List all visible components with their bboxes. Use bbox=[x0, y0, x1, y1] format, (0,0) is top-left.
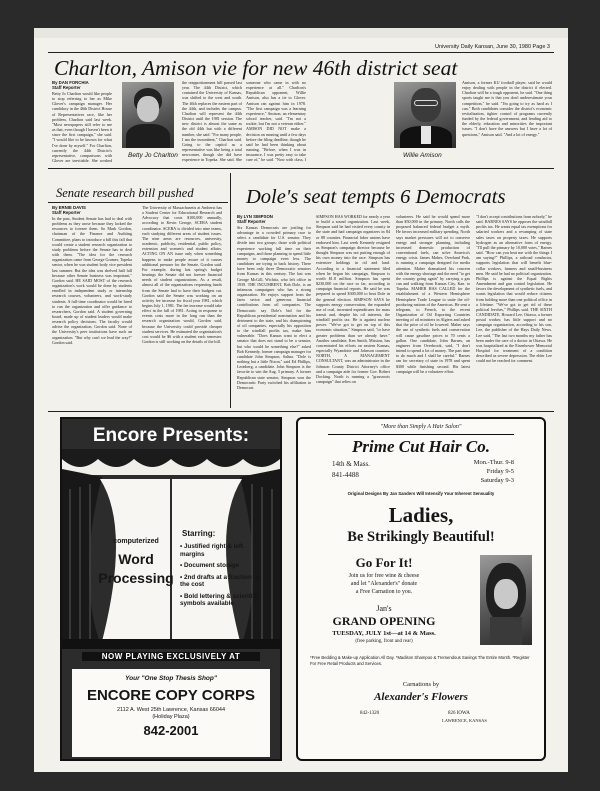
amison-photo bbox=[394, 82, 456, 148]
encore-bullet-item bbox=[180, 543, 266, 558]
primecut-jans: Jan's bbox=[376, 604, 392, 613]
primecut-ladies: Ladies, bbox=[388, 503, 454, 527]
encore-bullet-text: Bold lettering & scientific symbols available bbox=[180, 592, 260, 607]
encore-computerized: computerized bbox=[113, 538, 159, 545]
newspaper-page bbox=[34, 28, 568, 772]
primecut-name: Prime Cut Hair Co. bbox=[352, 437, 490, 456]
primecut-rule bbox=[328, 434, 514, 435]
story2-headline: Senate research bill pushed bbox=[56, 186, 194, 200]
encore-bullet-list bbox=[180, 543, 266, 612]
primecut-dates: TUESDAY, JULY 1st—at 14 & Mass. bbox=[332, 630, 436, 637]
encore-tagline: Your "One Stop Thesis Shop" bbox=[125, 675, 217, 682]
story3-column-1: Six Kansas Democrats are jostling for advantage in a crowded primary race to select a candidate for U.S. senator. They divide into two groups: those with political experience working full time on their campaigns, and those planning to spend little money to campaign even less. The candidates are trying to back history. There have been only three Democratic senators from Kansas in this century. The last was George McGill, Wichita, who left office in 1939. THE INCUMBENT, Bob Dole, is an infamous campaigner who has a strong organization. He enjoys support from the farm sector and generous financial contributions from oil companies. The Democratic say Dole's bid for the Republican presidential nomination and his detriment to the state, and his championing of oil companies, especially his opposition to the windfall profits tax, make him vulnerable. "Does Kansas want to elect a senator that does not stand to be a senator, but who would be something else?" asked Bob Kennedy, former campaign manager for candidate John Simpson, Salina. "Dole is nothing but a little Nixon," said Ed Phillips, Leonberg, a candidate. John Simpson is the favorite to win the Aug. 5 primary. A former Republican state senator, Simpson won the Democratic Party switched his affiliation to Democrat. bbox=[237, 225, 311, 390]
charlton-caption: Betty Jo Charlton bbox=[128, 152, 178, 159]
story2-column-2: The University of Massachusetts at Amherst has a Student Center for Educational Research and Advocacy that costs $100,000 annually, according to Kevin Geroge, SCERA student coordinator. SCERA is divided into nine teams, each studying different areas of student issues. The nine areas are resources, university, academic, publicity, residential, public policy, extension and women's and student affairs. ACTING ON AN issue only when something happens to make people aware of it causes additional pressure for the Senate, Gordon said. For example, during last spring's budget hearings the Senate did not foresee financial needs of student organizations. As a result, almost all of the organizations requesting funds from the Senate had to have their budgets cut. Gordon said the Senate was working on an activity fee increase for fiscal year 1981, which begins July 1, 1981. The fee increase would take effect in the fall of 1981. Acting in response to events costs more in the long run than the research organization would, Gordon said, because the University could provide cheaper student services. He estimated the organization's cost would be $6 with a student each semester. Gordon is still working on the details of the bill. bbox=[142, 205, 222, 345]
primecut-grand-opening: GRAND OPENING bbox=[332, 614, 436, 628]
story1-column-3: someone who came in with no experience at all." Charlton's Republican opponent, Willie Amison, also has a tie to Glover. Amison ran against him in 1978. "The first campaign was a learning experience," Amison, an elementary school teacher, said. "I'm not a rookie, but I'm not a veteran either." AMISON DID NOT make a decision on running until a few days before the filing deadline, though he said he had been thinking about running. "Before, when I was in insurance, I was pretty easy to take care of," he said. "Now with class, I bbox=[246, 80, 306, 163]
bullet-dot-icon: • bbox=[180, 562, 184, 569]
florist-phone: 842-1320 bbox=[360, 711, 380, 716]
encore-bullet-item bbox=[180, 593, 266, 608]
primecut-notes: *Free Bedding & Make-up Application All Day. *Madison Shampoo & Tremendous Savings The Entire Month. *Register For Free Retail Products and Services. bbox=[310, 655, 530, 666]
primecut-carnations: Carnations by bbox=[402, 681, 440, 688]
florist-name: Alexander's Flowers bbox=[374, 691, 468, 703]
story1-column-1: Betty Jo Charlton would like people to stop referring to her as Mike Glover's campaign manager. Her candidacy in the 46th District House of Representatives race, like her problem, Charlton said last week. "Most newspapers still refer to me as that, even though I haven't been it since the first campaign," she said. "I would like to be known for what I've done by myself." For Charlton, currently the 44th District's representative, comparisons with Glover are inevitable. She worked bbox=[52, 91, 112, 164]
encore-bullet-text: Justified right & left margins bbox=[180, 543, 244, 558]
story1-byline: By DAN FORCHIA Staff Reporter bbox=[52, 80, 89, 90]
top-rule bbox=[48, 52, 554, 53]
florist-address: 826 IOWA bbox=[448, 711, 470, 716]
primecut-offer-3: a Free Carnation to you. bbox=[355, 589, 413, 595]
primecut-phone: 841-4488 bbox=[332, 471, 359, 479]
primecut-hours-1: Mon.-Thur. 9-8 bbox=[473, 459, 514, 466]
page-top-band bbox=[34, 28, 568, 38]
story3-column-3: volunteers. He said he would spend more than $50,000 in the primary. North calls the proposed balanced federal budget a myth. He favors increased military spending. North says market pressures will act to conserve energy and stronger planning, including increased domestic production of conventional fuels, can solve America's energy crisis. James Maher, Overland Park, is running a campaign designed for media attention. Maher dramatized his concern with the energy shortage and the need "to get the country going again" by carrying a gas can and walking from Kansas City, Kan. to Topeka. MAHER HAS CALLED for the establishment of a Western Hemisphere Hemisphere Trade League to unite the oil-producing nations of the Americas. He sent a telegram, to French, to the recent Organization of Oil Exporting Countries meeting of oil ministers in Algiers and asked that the price of oil be lowered. Maher says the use of synthetic fuels and conservation will cause gasoline prices to 70 cents a gallon. One candidate, John Barnes, an engineer from Overbrook, said, "I don't intend to spend a lot of money. The part time to do much and I shall be careful." Barnes ran for secretary of state in 1978 and spent $300 while finishing second. His latest campaign will be a volunteer effort. bbox=[396, 214, 470, 374]
story3-headline: Dole's seat tempts 6 Democrats bbox=[246, 186, 506, 208]
rule-under-story1 bbox=[48, 168, 554, 169]
primecut-location: 14th & Mass. bbox=[332, 460, 370, 468]
encore-word: Word bbox=[118, 551, 154, 567]
encore-ad-title: Encore Presents: bbox=[92, 425, 250, 446]
primecut-hours-3: Saturday 9-3 bbox=[480, 477, 514, 484]
bullet-dot-icon: • bbox=[180, 573, 184, 581]
prime-cut-ad bbox=[296, 417, 546, 761]
primecut-hours-2: Friday 9-5 bbox=[486, 468, 514, 475]
rule-above-ads bbox=[48, 411, 554, 412]
story2-byline: By ERNIE DAVIS Staff Reporter bbox=[52, 205, 86, 215]
primecut-beautiful: Be Strikingly Beautiful! bbox=[347, 529, 495, 545]
florist-city: LAWRENCE, KANSAS bbox=[442, 718, 487, 723]
story1-column-5: Amison, a former KU football player, said he would enjoy dealing with people in the district if elected. Charlton will be a tough opponent, he said. "One thing sports taught me is that you don't underestimate your competition," he said. "I'm going to try as hard as I can." Both candidates consider the district's economic revitalization, tighter control of programs currently funded by the federal government, and lending aid to the elderly, education and minorities the important issues. "I don't have the answers but I have a lot of questions," Amison said. "And a lot of energy." bbox=[462, 80, 552, 137]
encore-company: ENCORE COPY CORPS bbox=[86, 687, 256, 704]
primecut-offer-2: and let "Alexander's" donate bbox=[350, 581, 418, 587]
encore-bullet-item bbox=[180, 574, 266, 589]
encore-footer bbox=[72, 669, 270, 757]
story3-byline: By LYN SIMPSON Staff Reporter bbox=[237, 214, 273, 224]
encore-bullet-text: 2nd drafts at a fraction of the cost bbox=[180, 573, 260, 588]
encore-starring: Starring: bbox=[182, 529, 216, 538]
primecut-offer-1: Join us for free wine & cheese bbox=[348, 573, 420, 579]
encore-bullet-text: Document storage bbox=[183, 562, 240, 569]
amison-caption: Willie Amison bbox=[403, 152, 442, 159]
story3-column-4: "I don't accept contributions from nobody," he said. BARNES SAYS he opposes the windfall profits tax. He wants equal tax exemptions for salaried workers and a revamping of state sales taxes on property taxes. He supports hydrogen as an alternative form of energy. "I'll pull the primary by 10,000 votes," Barnes said. "How can you beat me with the things I am saying?" Phillips, a railroad conductor, supports legislation that will benefit blue-collar workers, farmers and small-business men. He said he had no political organization. Phillips is against the Equal Rights Amendment and gun control legislation. He favors the development of synthetic fuels, and wants legislation that would reduce citizens from holding more than one political office in a lifetime. "We've got to get rid of these political leeches," Phillips said. THE SIXTH CANDIDATE, Howard Lee, Ottawa, a former postal worker, has little support and no campaign organization, according to his son, Lee, the publisher of the Hays Daily News. Lee said, "The last two months my father has been under the care of a doctor in Ottawa. He was hospitalized at the Eisenhower Memorial Hospital for treatment of a condition described as severe depression. The elder Lee could not be reached for comment. bbox=[476, 214, 552, 364]
story2-column-1: In the past, Student Senate has had to deal with problems as they arose because they lacked the resources to foresee them. So Mark Gordon, chairman of the Finance and Auditing Committee, plans to introduce a bill this fall that would create a student research organization to study problems before the Senate has to deal with them. "The idea for the research organization came from George Gramer, Topeka senior, when he was student body vice president last summer. But the idea was shelved half fall because other Senate business was important," Gordon said. HE SAID MOST of the research organization's work would be done by students enrolled in independent study or internship research courses, volunteers, and work-study students. A full-time coordinator would be hired to run the organization and offer guidance to researchers, Gordon said. A student governing board, made up of student leaders would make research policy decisions. The faculty would advise the organization, Gordon said. None of the University's peer institutions have such an organization. "But why can't we lead the way?" Gordon said. bbox=[52, 216, 132, 345]
story1-headline: Charlton, Amison vie for new 46th district seat bbox=[54, 56, 458, 80]
primecut-go-for-it: Go For It! bbox=[355, 555, 413, 570]
story3-column-2: SIMPSON HAS WORKED for nearly a year to build a sound organization. Last week, Simpson said he had visited every county in the state and had campaign organizers in 84 or 88 counties. Financial labor unions have endorsed him. Last week Kennedy resigned as Simpson's campaign director because he thought Simpson was not putting enough of his own money into the race. Simpson has extensive holdings in oil and land. According to a financial statement filed when he began his campaign, Simpson is worth $1.8 million. Simpson has spent $230,000 on the race so far, according to campaign financial reports. He said he was prepared to spend $300,000 to beat Dole in the general election. SIMPSON SAYS he supports energy conservation, the expanded use of coal, increased expenditures for mass transit and, despite his oil interests, the windfall profits tax. He is against nuclear power. "We've got to get on top of this economic situation," Simpson said, "or have greater problems than we already have." Another candidate, Ken Smith, Mission, has concentrated his efforts on eastern Kansas, especially Wyandotte and Johnson counties. NORTH, A MANAGEMENT CONSULTANT, was an administrator in the Johnson County District Attorney's office and a campaign aide for former Gov. Robert Docking. North is running a "grassroots campaign" that relies on bbox=[316, 214, 390, 384]
encore-processing: Processing bbox=[98, 570, 174, 586]
encore-now-playing: NOW PLAYING EXCLUSIVELY AT bbox=[82, 652, 260, 661]
primecut-designs: Original Designs By Jan Sanders Will Intensify Your Inherent Sensuality bbox=[347, 491, 495, 496]
encore-phone: 842-2001 bbox=[143, 723, 199, 738]
charlton-photo bbox=[122, 82, 174, 148]
story-divider bbox=[230, 173, 231, 408]
primecut-dates-2: (free parking, front and rear) bbox=[355, 639, 413, 644]
masthead-folio: University Daily Kansan, June 30, 1980 Page 3 bbox=[435, 44, 550, 50]
model-photo bbox=[480, 555, 532, 645]
encore-address: 2112 A. West 25th Lawrence, Kansas 66044 bbox=[116, 707, 226, 713]
bullet-dot-icon: • bbox=[180, 543, 184, 550]
encore-ad bbox=[60, 417, 282, 761]
story2-rule bbox=[48, 202, 228, 203]
story1-column-2: the reapportionment bill passed last year. The 44th District, which contained the University of Kansas, was shifted to the west and south. The 46th replaces the eastern part of the 44th, and includes the campus. Charlton will represent the 44th District until the 1981 session. The new district is almost the same as the old 44th but with a different number, she said. "For many people, I am the incumbent," Charlton said. Going to the capitol as a representative was like being a total newcomer, though she did have experience in Topeka. She said. She bbox=[182, 80, 242, 163]
encore-bullet-item bbox=[180, 562, 266, 570]
encore-address-2: (Holiday Plaza) bbox=[152, 714, 190, 720]
bullet-dot-icon: • bbox=[180, 592, 184, 600]
primecut-tagline: "More than Simply A Hair Salon" bbox=[380, 424, 462, 430]
